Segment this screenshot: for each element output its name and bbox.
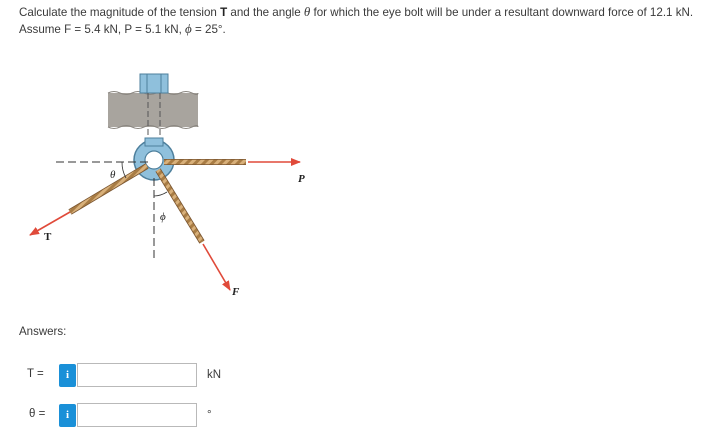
problem-text: Assume F = 5.4 kN, P = 5.1 kN, xyxy=(19,23,186,36)
tension-symbol: T xyxy=(220,6,228,19)
phi-arc xyxy=(154,192,167,196)
problem-text: and the angle xyxy=(227,6,304,19)
label-P: P xyxy=(298,173,305,185)
ceiling-block xyxy=(108,93,198,127)
answer-label-T: T = xyxy=(27,368,44,380)
label-theta: θ xyxy=(110,169,116,181)
theta-symbol: θ xyxy=(303,4,311,19)
label-T: T xyxy=(44,231,52,243)
phi-symbol: ϕ xyxy=(185,21,192,36)
problem-text: for which the eye bolt will be under a resultant downward force of 12.1 kN. xyxy=(310,6,694,19)
problem-text: = 25°. xyxy=(191,23,226,36)
unit-degree: ° xyxy=(207,409,212,421)
answer-input-theta[interactable] xyxy=(77,403,197,427)
info-icon[interactable]: i xyxy=(59,404,76,427)
answers-heading: Answers: xyxy=(19,326,67,338)
answer-input-T[interactable] xyxy=(77,363,197,387)
unit-kN: kN xyxy=(207,369,222,381)
label-phi: ϕ xyxy=(160,211,166,223)
info-icon[interactable]: i xyxy=(59,364,76,387)
nut xyxy=(140,74,168,93)
arrow-F xyxy=(203,244,230,290)
answer-label-theta: θ = xyxy=(29,408,46,420)
problem-text: Calculate the magnitude of the tension xyxy=(19,6,221,19)
label-F: F xyxy=(232,286,240,298)
